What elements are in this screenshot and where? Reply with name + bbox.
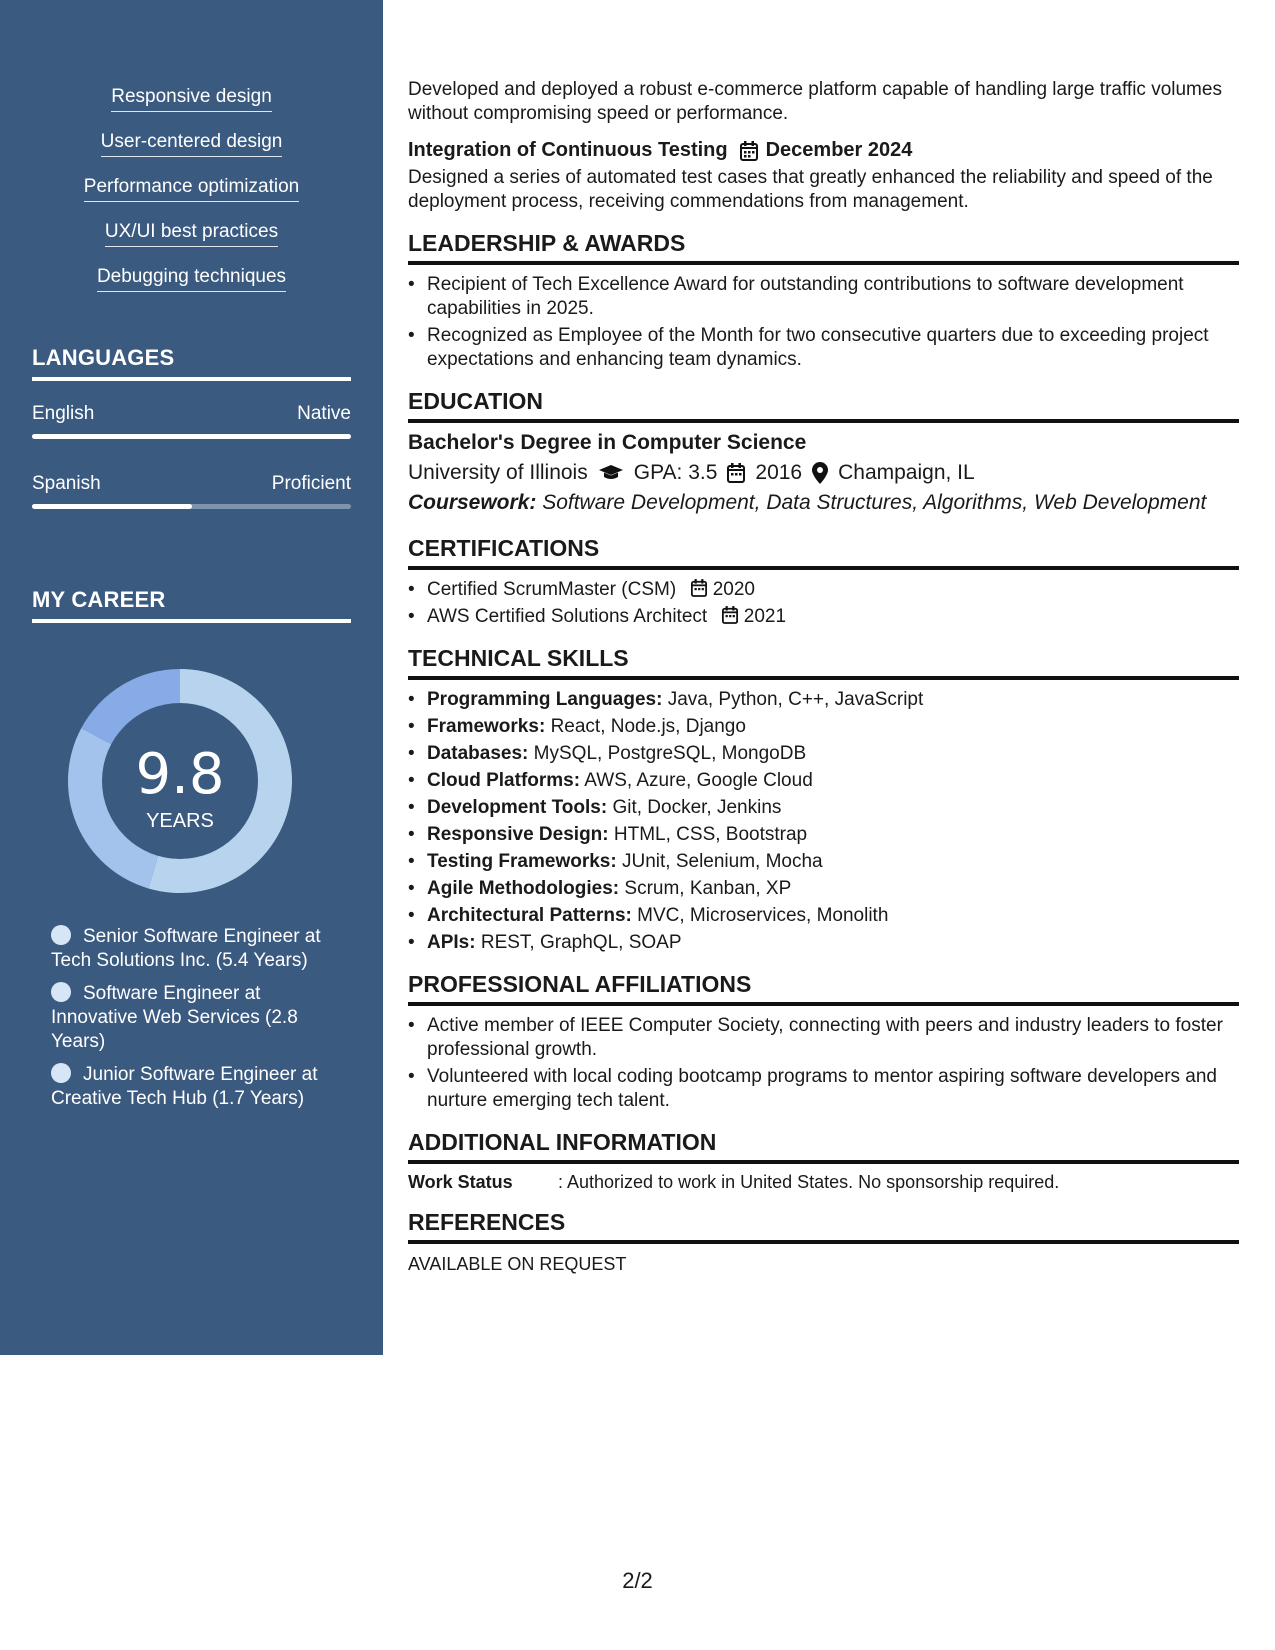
certification-year: 2020: [712, 579, 755, 600]
list-item: [408, 769, 1239, 793]
skill-category: Cloud Platforms:: [427, 770, 581, 791]
education-heading: EDUCATION: [408, 388, 1239, 423]
coursework: [408, 491, 1239, 515]
language-row: [32, 473, 351, 495]
skill-category: Frameworks:: [427, 716, 546, 737]
list-item: [408, 605, 1239, 629]
gpa: GPA: 3.5: [633, 461, 718, 484]
list-item: [408, 823, 1239, 847]
skill-values: MVC, Microservices, Monolith: [637, 905, 889, 926]
additional-info-heading: ADDITIONAL INFORMATION: [408, 1129, 1239, 1164]
calendar-icon: [722, 606, 738, 624]
certifications-list: [408, 578, 1239, 629]
career-list: [51, 925, 341, 1120]
certification-name: AWS Certified Solutions Architect: [427, 606, 708, 627]
skill-tag: Responsive design: [0, 86, 383, 131]
skill-category: Architectural Patterns:: [427, 905, 632, 926]
project-intro: Developed and deployed a robust e-commerce platform capable of handling large traffic volumes without compromising speed or performance.: [408, 79, 1222, 124]
project-title: Integration of Continuous Testing: [408, 139, 728, 161]
skill-category: Databases:: [427, 743, 529, 764]
language-name: English: [32, 403, 95, 424]
skill-category: APIs:: [427, 932, 476, 953]
project-title-row: [408, 139, 1239, 162]
skill-values: AWS, Azure, Google Cloud: [584, 770, 813, 791]
career-item: Senior Software Engineer at Tech Solutions Inc. (5.4 Years): [51, 926, 321, 971]
affiliations-heading: PROFESSIONAL AFFILIATIONS: [408, 971, 1239, 1006]
bullet-dot-icon: [51, 925, 71, 945]
school-location: Champaign, IL: [838, 461, 975, 484]
skill-values: Git, Docker, Jenkins: [612, 797, 782, 818]
certification-year: 2021: [743, 606, 787, 627]
career-item: Junior Software Engineer at Creative Tech Hub (1.7 Years): [51, 1064, 318, 1109]
school-name: University of Illinois: [408, 461, 588, 484]
list-item: [408, 578, 1239, 602]
skill-tag: Performance optimization: [0, 176, 383, 221]
language-bar: [32, 434, 351, 439]
skill-values: React, Node.js, Django: [550, 716, 746, 737]
calendar-icon: [727, 463, 745, 483]
degree-title: Bachelor's Degree in Computer Science: [408, 431, 807, 454]
location-pin-icon: [812, 462, 828, 484]
list-item: • Volunteered with local coding bootcamp programs to mentor aspiring software developers and nurture emerging tech talent.: [408, 1065, 1239, 1113]
list-item: • Recognized as Employee of the Month for two consecutive quarters due to exceeding project expectations and enhancing team dynamics.: [408, 324, 1239, 372]
skill-category: Programming Languages:: [427, 689, 663, 710]
skill-values: Scrum, Kanban, XP: [624, 878, 792, 899]
list-item: [408, 931, 1239, 955]
languages-heading: LANGUAGES: [32, 345, 351, 381]
technical-skills-heading: TECHNICAL SKILLS: [408, 645, 1239, 680]
skill-category: Development Tools:: [427, 797, 608, 818]
list-item: [408, 715, 1239, 739]
list-item: [408, 877, 1239, 901]
skill-values: REST, GraphQL, SOAP: [480, 932, 682, 953]
list-item: [408, 742, 1239, 766]
language-level: Proficient: [271, 473, 351, 494]
list-item: [408, 850, 1239, 874]
skill-tag: UX/UI best practices: [0, 221, 383, 266]
language-bar-fill: [32, 434, 351, 439]
career-item: Software Engineer at Innovative Web Services (2.8 Years): [51, 983, 298, 1052]
leadership-list: [408, 273, 1239, 372]
skill-category: Responsive Design:: [427, 824, 609, 845]
skill-category: Agile Methodologies:: [427, 878, 620, 899]
list-item: [408, 688, 1239, 712]
skill-values: MySQL, PostgreSQL, MongoDB: [533, 743, 807, 764]
coursework-label: Coursework:: [408, 491, 537, 514]
main-content: [408, 78, 1239, 1276]
language-bar-fill: [32, 504, 192, 509]
work-status-value: : Authorized to work in United States. No sponsorship required.: [558, 1172, 1060, 1192]
sidebar: [0, 0, 383, 1355]
skills-list: [0, 86, 383, 311]
list-item: • Active member of IEEE Computer Society, connecting with peers and industry leaders to foster professional growth.: [408, 1014, 1239, 1062]
project-date: December 2024: [765, 139, 913, 161]
work-status-label: Work Status: [408, 1172, 513, 1192]
career-total-years: 9.8: [135, 742, 225, 807]
leadership-heading: LEADERSHIP & AWARDS: [408, 230, 1239, 265]
affiliations-list: [408, 1014, 1239, 1113]
bullet-dot-icon: [51, 1063, 71, 1083]
references-heading: REFERENCES: [408, 1209, 1239, 1244]
list-item: [408, 904, 1239, 928]
career-donut-chart: [55, 656, 305, 906]
certifications-heading: CERTIFICATIONS: [408, 535, 1239, 570]
career-heading: MY CAREER: [32, 587, 351, 623]
education-meta: [408, 461, 1239, 485]
skill-values: Java, Python, C++, JavaScript: [667, 689, 924, 710]
skill-tag: User-centered design: [0, 131, 383, 176]
skill-values: JUnit, Selenium, Mocha: [621, 851, 823, 872]
language-bar: [32, 504, 351, 509]
references-text: AVAILABLE ON REQUEST: [408, 1254, 627, 1274]
career-unit-label: YEARS: [146, 810, 214, 832]
skill-category: Testing Frameworks:: [427, 851, 617, 872]
calendar-icon: [740, 141, 758, 161]
calendar-icon: [691, 579, 707, 597]
graduation-year: 2016: [755, 461, 803, 484]
graduation-cap-icon: [598, 464, 624, 482]
language-name: Spanish: [32, 473, 101, 494]
language-row: [32, 403, 351, 425]
list-item: • Recipient of Tech Excellence Award for outstanding contributions to software development capabilities in 2025.: [408, 273, 1239, 321]
coursework-text: Software Development, Data Structures, Algorithms, Web Development: [542, 491, 1207, 514]
page-number: 2/2: [622, 1568, 653, 1593]
bullet-dot-icon: [51, 982, 71, 1002]
language-level: Native: [297, 403, 351, 424]
list-item: [408, 796, 1239, 820]
technical-skills-list: [408, 688, 1239, 955]
certification-name: Certified ScrumMaster (CSM): [427, 579, 677, 600]
work-status-row: [408, 1172, 1239, 1193]
project-description: Designed a series of automated test cases that greatly enhanced the reliability and speed of the deployment process, receiving commendations from management.: [408, 167, 1213, 212]
skill-values: HTML, CSS, Bootstrap: [613, 824, 808, 845]
skill-tag: Debugging techniques: [0, 266, 383, 311]
